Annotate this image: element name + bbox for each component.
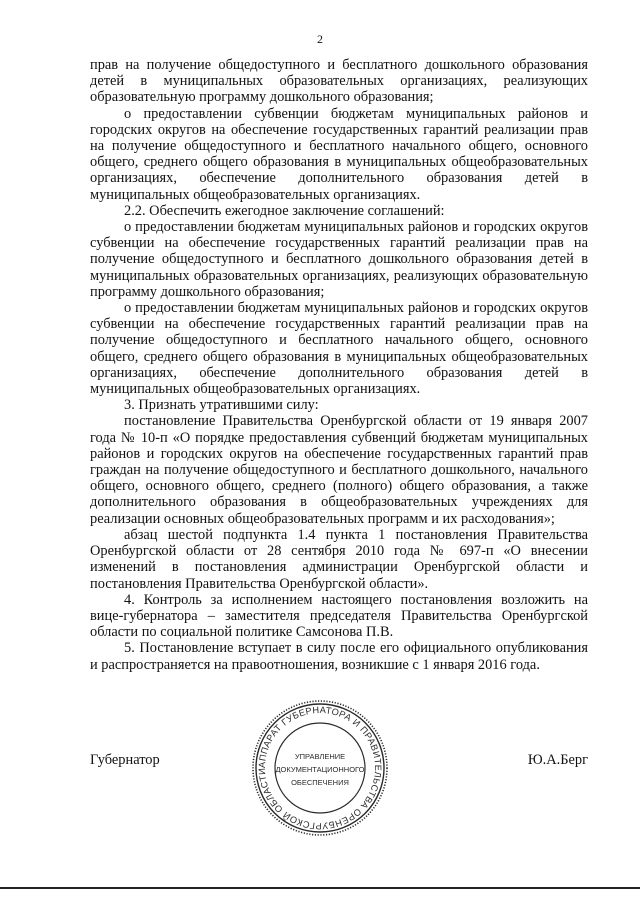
paragraph: постановление Правительства Оренбургской области от 19 января 2007 года № 10-п «О порядке предоставления субвенций бюджетам муниципальных районов и городских округов на обеспечение государственных гарантий прав граждан на получение общедоступного и бесплатного дошкольного, начального общего, основного общего, среднего (полного) общего образования, а также дополнительного образования в общеобразовательных учреждениях для реализации основных общеобразовательных программ и их расходования»; [90, 413, 588, 527]
signatory-name: Ю.А.Берг [527, 752, 588, 768]
official-stamp [250, 698, 390, 838]
stamp-center-line: УПРАВЛЕНИЕ [294, 752, 346, 761]
paragraph: 5. Постановление вступает в силу после его официального опубликования и распространяется на правоотношения, возникшие с 1 января 2016 года. [90, 640, 588, 673]
paragraph: 2.2. Обеспечить ежегодное заключение соглашений: [124, 202, 445, 219]
paragraph: абзац шестой подпункта 1.4 пункта 1 постановления Правительства Оренбургской области от 28 сентября 2010 года № 697-п «О внесении изменений в постановления администрации Оренбургской области и постановления Правительства Оренбургской области». [90, 526, 588, 592]
paragraph: 3. Признать утратившими силу: [124, 397, 319, 414]
paragraph: о предоставлении бюджетам муниципальных районов и городских округов субвенции на обеспечение государственных гарантий реализации прав на получение общедоступного и бесплатного дошкольного образования детей в муниципальных образовательных организациях, реализующих образовательную программу дошкольного образования; [90, 219, 588, 300]
document-body [90, 57, 588, 673]
paragraph: о предоставлении бюджетам муниципальных районов и городских округов субвенции на обеспечение государственных гарантий реализации прав на получение общедоступного и бесплатного начального общего, основного общего, среднего общего образования в муниципальных общеобразовательных организациях, обеспечение дополнительного образования детей в муниципальных общеобразовательных организациях. [90, 300, 588, 398]
paragraph: 4. Контроль за исполнением настоящего постановления возложить на вице-губернатора – заместителя председателя Правительства Оренбургской области по социальной политике Самсонова П.В. [90, 591, 588, 641]
stamp-ring-text: АППАРАТ ГУБЕРНАТОРА И ПРАВИТЕЛЬСТВА ОРЕНБУРГСКОЙ ОБЛАСТИ [256, 704, 384, 832]
bottom-rule [0, 887, 640, 889]
stamp-center-line: ОБЕСПЕЧЕНИЯ [291, 778, 349, 787]
paragraph: о предоставлении субвенции бюджетам муниципальных районов и городских округов на обеспечение государственных гарантий реализации прав на получение общедоступного и бесплатного начального общего, основного общего, среднего общего образования в муниципальных общеобразовательных организациях, обеспечение дополнительного образования детей в муниципальных общеобразовательных организациях. [90, 105, 588, 203]
signatory-title: Губернатор [90, 752, 160, 768]
page-number: 2 [317, 32, 323, 46]
stamp-graphic [250, 698, 390, 838]
stamp-center-line: ДОКУМЕНТАЦИОННОГО [275, 765, 365, 774]
paragraph: прав на получение общедоступного и бесплатного дошкольного образования детей в муниципальных образовательных организациях, реализующих образовательную программу дошкольного образования; [90, 57, 588, 106]
